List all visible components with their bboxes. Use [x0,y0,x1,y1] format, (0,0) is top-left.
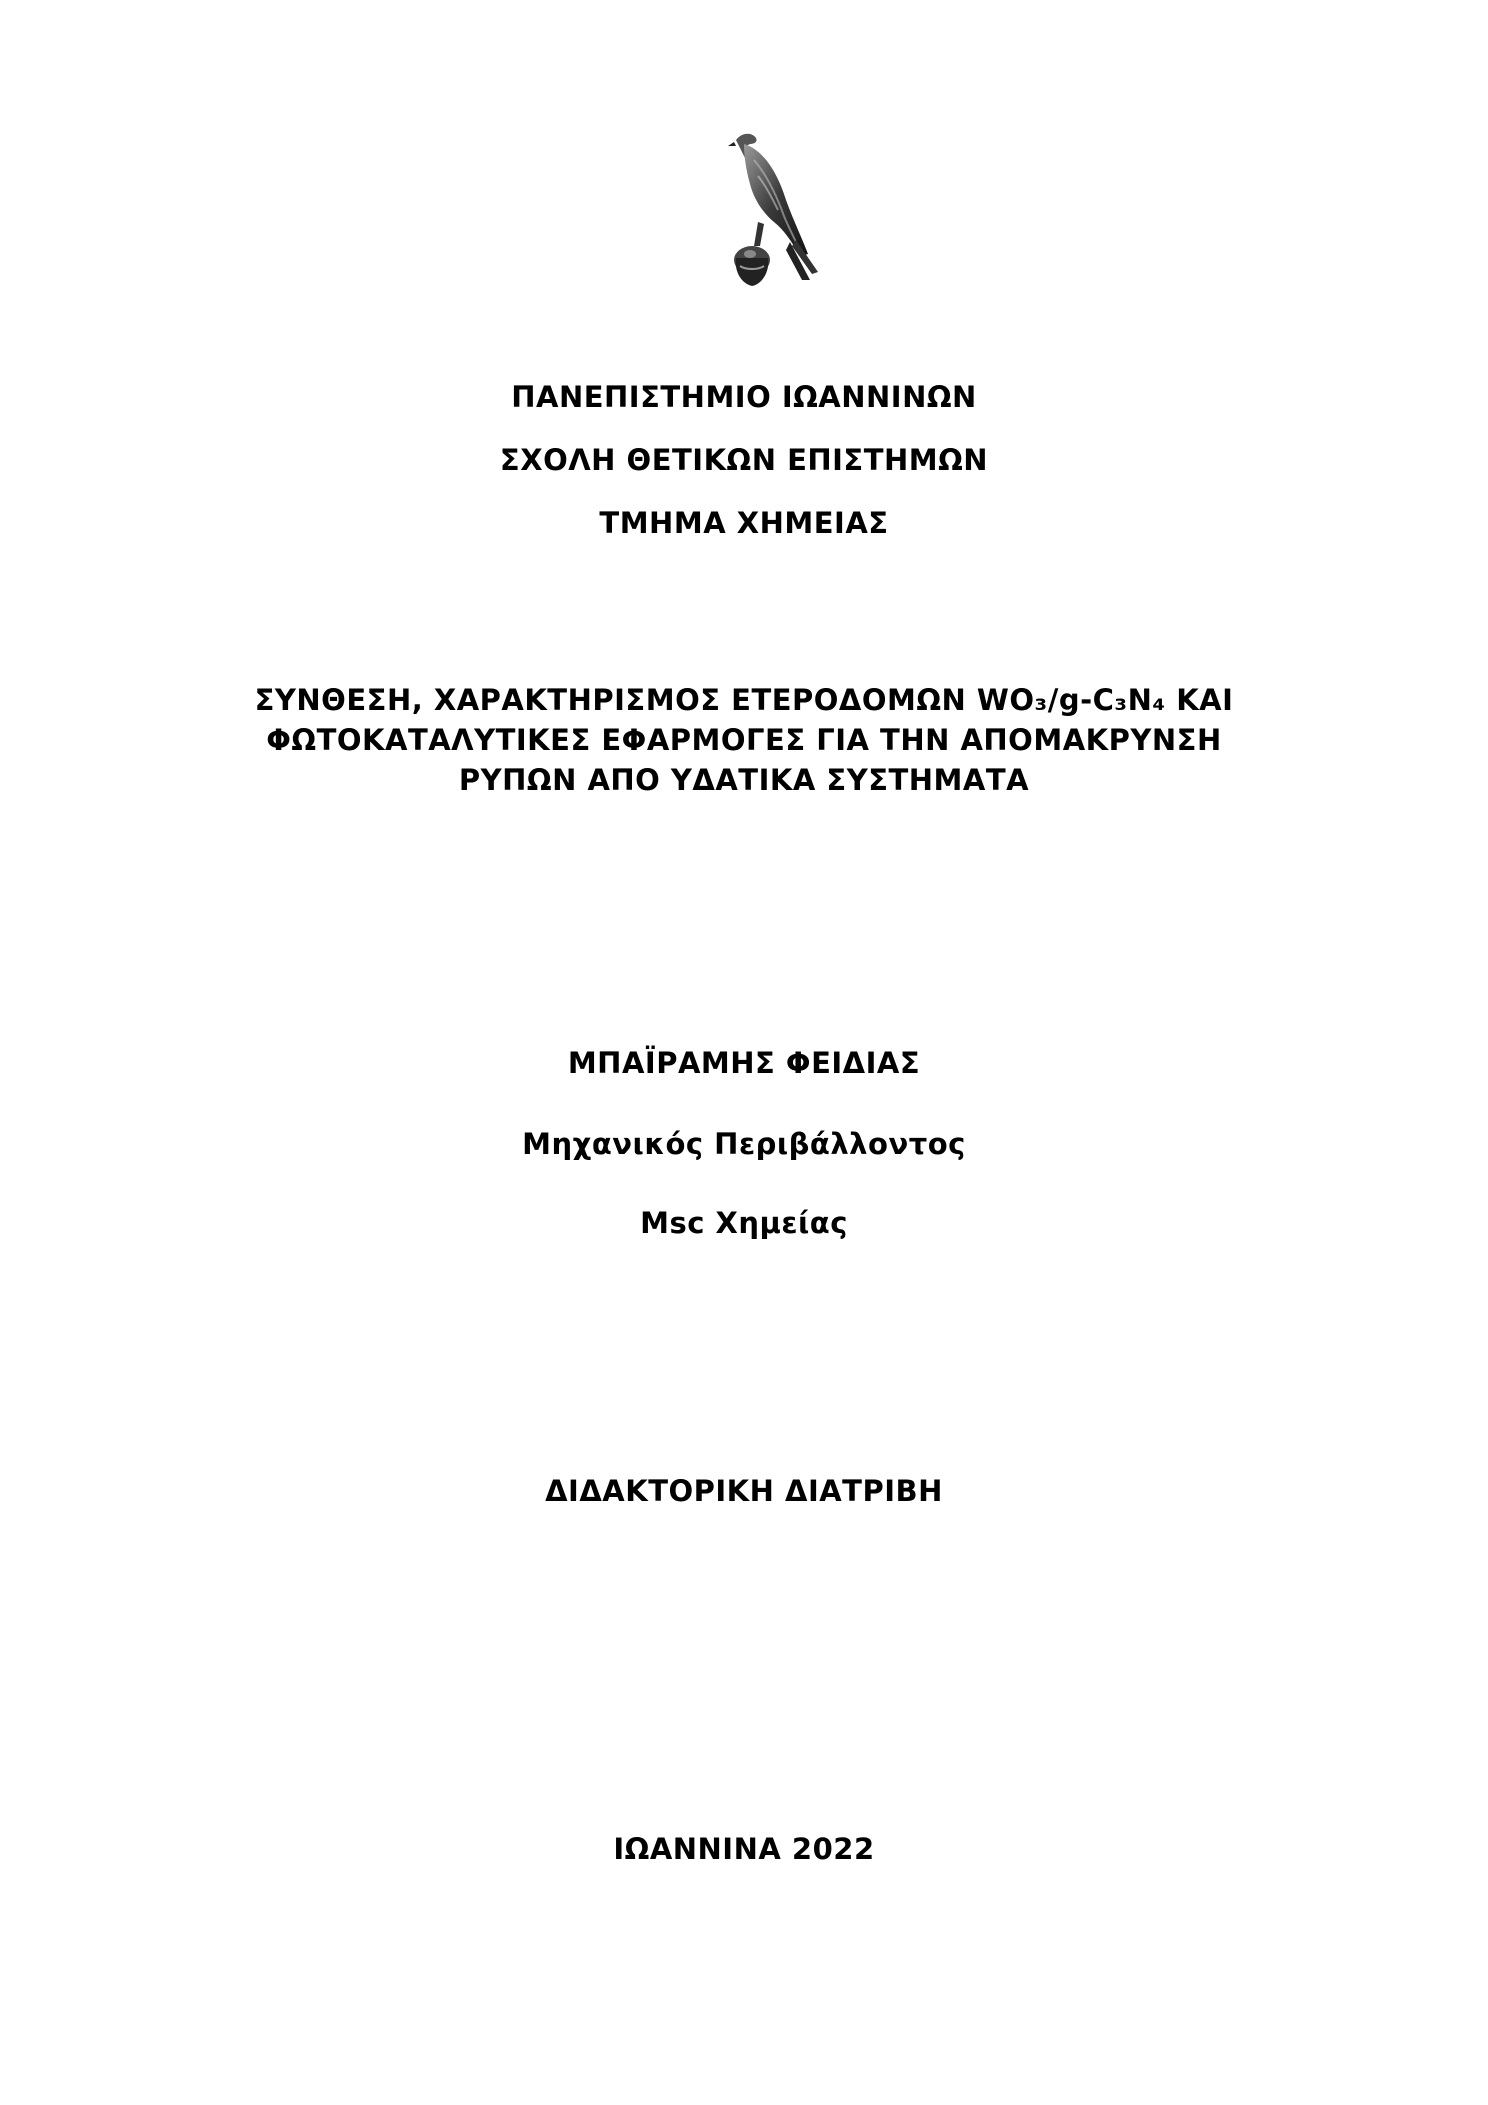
thesis-title [0,680,1488,800]
author-name: ΜΠΑΪΡΑΜΗΣ ΦΕΙΔΙΑΣ [567,1046,921,1080]
place-and-year: ΙΩΑΝΝΙΝΑ 2022 [613,1832,875,1866]
author-degree-msc-chemistry: Msc Χημείας [640,1206,848,1240]
author-degree-environmental-engineer: Μηχανικός Περιβάλλοντος [522,1127,966,1161]
department-name: ΤΜΗΜΑ ΧΗΜΕΙΑΣ [599,506,889,540]
thesis-title-line-3: ΡΥΠΩΝ ΑΠΟ ΥΔΑΤΙΚΑ ΣΥΣΤΗΜΑΤΑ [458,763,1030,797]
document-type: ΔΙΔΑΚΤΟΡΙΚΗ ΔΙΑΤΡΙΒΗ [545,1474,943,1508]
eagle-emblem-icon [714,130,824,290]
thesis-title-line-2: ΦΩΤΟΚΑΤΑΛΥΤΙΚΕΣ ΕΦΑΡΜΟΓΕΣ ΓΙΑ ΤΗΝ ΑΠΟΜΑΚΡΥΝΣΗ [266,723,1222,757]
university-name: ΠΑΝΕΠΙΣΤΗΜΙΟ ΙΩΑΝΝΙΝΩΝ [511,380,977,414]
school-name: ΣΧΟΛΗ ΘΕΤΙΚΩΝ ΕΠΙΣΤΗΜΩΝ [499,443,989,477]
thesis-title-line-1: ΣΥΝΘΕΣΗ, ΧΑΡΑΚΤΗΡΙΣΜΟΣ ΕΤΕΡΟΔΟΜΩΝ WO₃/g-C₃N₄ ΚΑΙ [254,683,1234,717]
